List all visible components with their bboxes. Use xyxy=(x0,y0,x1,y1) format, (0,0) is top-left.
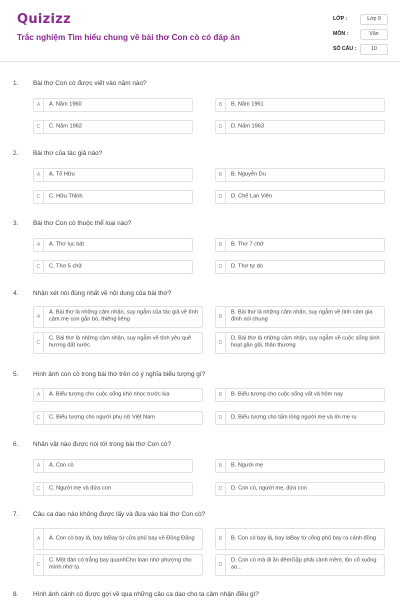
option-letter: A xyxy=(34,169,44,181)
option-text: A. Con cò bay lả, bay laBay từ cửa phủ bay về Đồng Đăng xyxy=(49,535,195,542)
question-number: 3. xyxy=(13,220,19,227)
option-text: A. Con cò xyxy=(49,462,74,469)
question-number: 5. xyxy=(13,371,19,378)
question-number: 6. xyxy=(13,441,19,448)
option-b[interactable] xyxy=(215,238,385,252)
option-c[interactable] xyxy=(33,260,193,274)
option-text: A. Biểu tượng cho cuộc sống khó nhọc trước kia xyxy=(49,391,170,398)
option-text: B. Con cò bay lả, bay laBay từ cổng phủ bay ra cánh đồng xyxy=(231,535,376,542)
option-letter: C xyxy=(34,261,44,273)
question-number: 7. xyxy=(13,511,19,518)
option-text: B. Người mẹ xyxy=(231,462,263,469)
option-text: B. Bài thơ là những cảm nhận, suy ngẫm về tình cảm gia đình nói chung xyxy=(231,309,373,323)
option-letter: D xyxy=(216,333,226,353)
meta-label: SỐ CÂU : xyxy=(333,46,357,52)
option-text: A. Năm 1960 xyxy=(49,101,82,108)
option-d[interactable] xyxy=(215,190,385,204)
option-text: C. Một đàn cò trắng bay quanhCho loan nhớ phượng cho mình nhớ ta xyxy=(49,557,192,571)
meta-label: MÔN : xyxy=(333,31,349,37)
question-text: Nhân vật nào được nói tới trong bài thơ Con cò? xyxy=(33,441,171,448)
option-letter: D xyxy=(216,121,226,133)
option-letter: C xyxy=(34,333,44,353)
option-c[interactable] xyxy=(33,554,203,576)
option-text: A. Tố Hữu xyxy=(49,171,75,178)
option-letter: A xyxy=(34,389,44,401)
option-letter: B xyxy=(216,529,226,549)
question-number: 8. xyxy=(13,591,19,598)
option-b[interactable] xyxy=(215,528,385,550)
option-text: C. Người mẹ và đứa con xyxy=(49,485,111,492)
quizizz-logo: Quizizz xyxy=(17,12,72,27)
option-letter: B xyxy=(216,389,226,401)
question-number: 4. xyxy=(13,290,19,297)
option-text: C. Biểu tượng cho người phụ nữ Việt Nam xyxy=(49,414,155,421)
option-letter: D xyxy=(216,555,226,575)
question-text: Câu ca dao nào không được lấy và đưa vào bài thơ Con cò? xyxy=(33,511,206,518)
option-d[interactable] xyxy=(215,554,385,576)
option-text: C. Thơ 5 chữ xyxy=(49,263,83,270)
meta-label: LỚP : xyxy=(333,16,348,22)
option-a[interactable] xyxy=(33,168,193,182)
option-letter: B xyxy=(216,99,226,111)
option-text: D. Con cò, người mẹ, đứa con xyxy=(231,485,307,492)
option-d[interactable] xyxy=(215,260,385,274)
option-letter: D xyxy=(216,191,226,203)
question-text: Hình ảnh con cò trong bài thơ trên có ý nghĩa biểu tượng gì? xyxy=(33,371,206,378)
option-text: A. Thơ lục bát xyxy=(49,241,84,248)
question-number: 1. xyxy=(13,80,19,87)
meta-value: 10 xyxy=(360,44,388,55)
option-letter: C xyxy=(34,121,44,133)
option-text: D. Biểu tượng cho tấm lòng người mẹ và lời mẹ ru xyxy=(231,414,357,421)
option-letter: B xyxy=(216,307,226,327)
option-letter: A xyxy=(34,529,44,549)
option-letter: D xyxy=(216,261,226,273)
page-header xyxy=(0,0,400,62)
option-letter: A xyxy=(34,460,44,472)
meta-row-count xyxy=(333,44,389,56)
question-text: Nhận xét nói đúng nhất về nội dung của bài thơ? xyxy=(33,290,172,297)
option-c[interactable] xyxy=(33,411,203,425)
option-a[interactable] xyxy=(33,528,203,550)
option-d[interactable] xyxy=(215,120,385,134)
option-c[interactable] xyxy=(33,482,193,496)
option-letter: D xyxy=(216,483,226,495)
meta-value: Văn xyxy=(360,29,388,40)
option-c[interactable] xyxy=(33,120,193,134)
meta-value: Lớp 9 xyxy=(360,14,388,25)
option-letter: B xyxy=(216,239,226,251)
page-title: Trắc nghiệm Tìm hiểu chung về bài thơ Con cò có đáp án xyxy=(17,33,240,42)
option-a[interactable] xyxy=(33,98,193,112)
option-text: C. Bài thơ là những cảm nhận, suy ngẫm về tình yêu quê hương đất nước xyxy=(49,335,192,349)
option-text: A. Bài thơ là những cảm nhận, suy ngẫm của tác giả về tình cảm mẹ con gắn bó, thiêng liêng xyxy=(49,309,198,323)
option-letter: A xyxy=(34,99,44,111)
option-letter: D xyxy=(216,412,226,424)
option-b[interactable] xyxy=(215,388,385,402)
meta-row-subject xyxy=(333,29,389,41)
question-text: Hình ảnh cánh cò được gợi về qua những câu ca dao cho ta cảm nhận điều gì? xyxy=(33,591,259,598)
option-text: B. Năm 1961 xyxy=(231,101,264,108)
option-a[interactable] xyxy=(33,306,203,328)
option-b[interactable] xyxy=(215,306,385,328)
option-c[interactable] xyxy=(33,190,193,204)
question-number: 2. xyxy=(13,150,19,157)
option-letter: B xyxy=(216,460,226,472)
option-text: D. Thơ tự do xyxy=(231,263,263,270)
option-text: C. Hữu Thỉnh xyxy=(49,193,83,200)
option-text: B. Biểu tượng cho cuộc sống vất vả hôm nay xyxy=(231,391,343,398)
option-a[interactable] xyxy=(33,238,193,252)
question-text: Bài thơ Con cò thuộc thể loại nào? xyxy=(33,220,132,227)
option-letter: A xyxy=(34,239,44,251)
option-a[interactable] xyxy=(33,459,193,473)
option-c[interactable] xyxy=(33,332,203,354)
option-letter: C xyxy=(34,412,44,424)
option-b[interactable] xyxy=(215,98,385,112)
option-d[interactable] xyxy=(215,332,385,354)
meta-row-grade xyxy=(333,14,389,26)
question-text: Bài thơ của tác giả nào? xyxy=(33,150,103,157)
option-text: D. Bài thơ là những cảm nhận, suy ngẫm về cuộc sống sinh hoạt gần gũi, thân thương xyxy=(231,335,380,349)
question-text: Bài thơ Con cò được viết vào năm nào? xyxy=(33,80,147,87)
option-letter: C xyxy=(34,555,44,575)
option-letter: A xyxy=(34,307,44,327)
option-b[interactable] xyxy=(215,168,385,182)
option-text: D. Năm 1963 xyxy=(231,123,264,130)
option-text: D. Con cò mà đi ăn đêmGặp phải cành mềm, lộn cổ xuống ao... xyxy=(231,557,377,571)
option-letter: C xyxy=(34,483,44,495)
option-a[interactable] xyxy=(33,388,203,402)
option-d[interactable] xyxy=(215,411,385,425)
option-text: C. Năm 1962 xyxy=(49,123,82,130)
option-b[interactable] xyxy=(215,459,385,473)
option-text: B. Nguyễn Du xyxy=(231,171,266,178)
option-text: B. Thơ 7 chữ xyxy=(231,241,264,248)
option-d[interactable] xyxy=(215,482,385,496)
option-letter: B xyxy=(216,169,226,181)
option-letter: C xyxy=(34,191,44,203)
option-text: D. Chế Lan Viên xyxy=(231,193,272,200)
